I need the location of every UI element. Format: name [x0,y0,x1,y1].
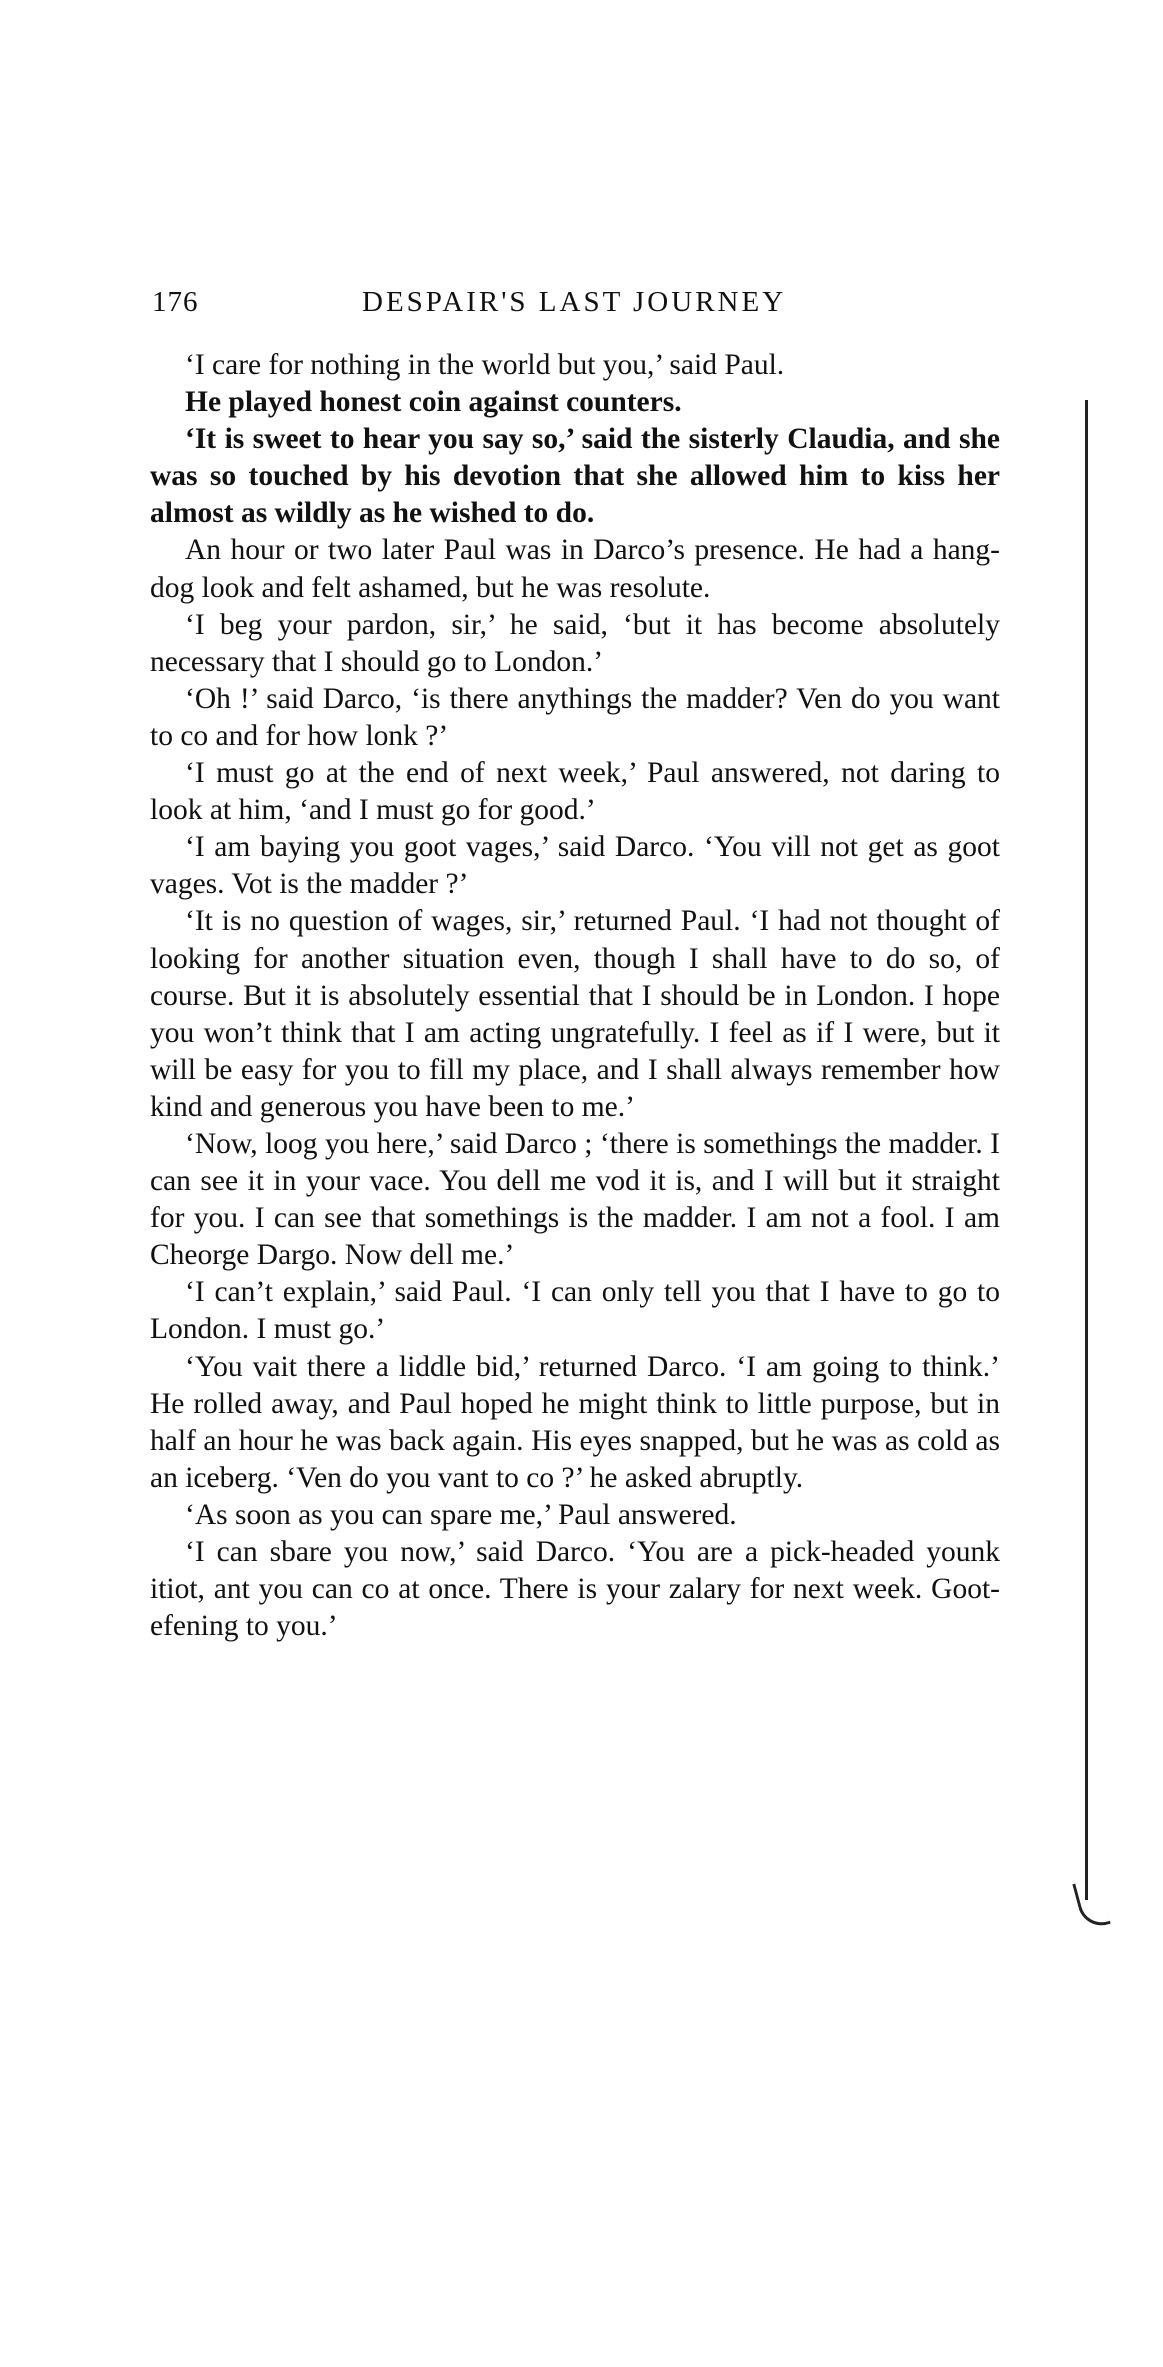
paragraph: ‘I can sbare you now,’ said Darco. ‘You are a pick-headed younk itiot, ant you can co at once. There is your zalary for next week. Goot-efening to you.’ [150,1536,1000,1643]
running-title: DESPAIR'S LAST JOURNEY [362,286,787,318]
paragraph: ‘I can’t explain,’ said Paul. ‘I can only tell you that I have to go to London. I must go.’ [150,1276,1000,1346]
margin-line-mark [1085,400,1088,1900]
page-number: 176 [152,286,199,318]
margin-line-curl [1072,1877,1111,1930]
paragraph: ‘It is no question of wages, sir,’ returned Paul. ‘I had not thought of looking for another situation even, though I shall have to do so, of course. But it is absolutely essential that I should be in London. I hope you won’t think that I am acting ungratefully. I feel as if I were, but it will be easy for you to fill my place, and I shall always remember how kind and generous you have been to me.’ [150,905,1000,1123]
paragraph: An hour or two later Paul was in Darco’s presence. He had a hang-dog look and felt ashamed, but he was resolute. [150,534,1000,604]
paragraph: He played honest coin against counters. [185,386,682,419]
paragraph: ‘I beg your pardon, sir,’ he said, ‘but it has become absolutely necessary that I should go to London.’ [150,608,1000,678]
page-header [152,286,1022,326]
paragraph: ‘Oh !’ said Darco, ‘is there anythings the madder? Ven do you want to co and for how lonk ?’ [150,682,1000,752]
body-text [150,347,1000,1645]
paragraph: ‘I must go at the end of next week,’ Paul answered, not daring to look at him, ‘and I must go for good.’ [150,757,1000,827]
paragraph: ‘You vait there a liddle bid,’ returned Darco. ‘I am going to think.’ He rolled away, and Paul hoped he might think to little purpose, but in half an hour he was back again. His eyes snapped, but he was as cold as an iceberg. ‘Ven do you vant to co ?’ he asked abruptly. [150,1350,1000,1494]
paragraph: ‘As soon as you can spare me,’ Paul answered. [185,1498,737,1531]
paragraph: ‘It is sweet to hear you say so,’ said the sisterly Claudia, and she was so touched by his devotion that she allowed him to kiss her almost as wildly as he wished to do. [150,423,1000,530]
paragraph: ‘I care for nothing in the world but you,’ said Paul. [185,349,785,381]
paragraph: ‘Now, loog you here,’ said Darco ; ‘there is somethings the madder. I can see it in your vace. You dell me vod it is, and I will but it straight for you. I can see that somethings is the madder. I am not a fool. I am Cheorge Dargo. Now dell me.’ [150,1127,1000,1272]
paragraph: ‘I am baying you goot vages,’ said Darco. ‘You vill not get as goot vages. Vot is the madder ?’ [150,831,1000,901]
